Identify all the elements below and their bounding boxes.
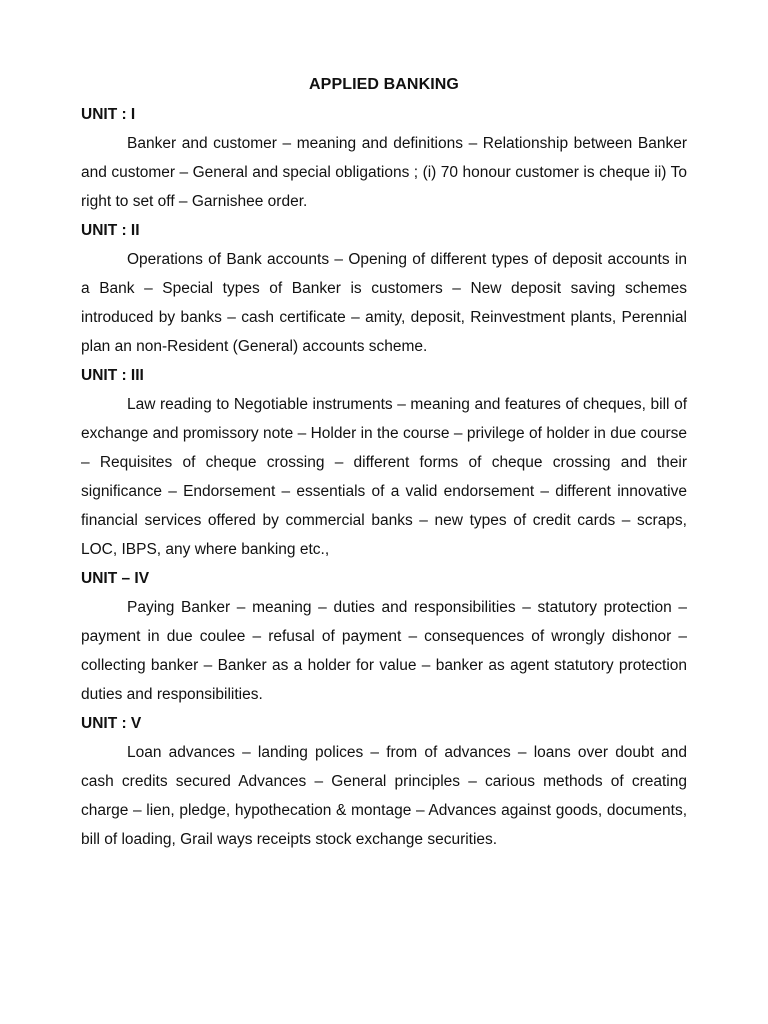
unit-2-heading: UNIT : II — [81, 222, 140, 239]
unit-3-body: Law reading to Negotiable instruments – meaning and features of cheques, bill of exchange and promissory note – Holder in the course – privilege of holder in due course – Requisites of cheque crossing – different forms of cheque crossing and their significance – Endorsement – essentials of a valid endorsement – different innovative financial services offered by commercial banks – new types of credit cards – scraps, LOC, IBPS, any where banking etc., — [81, 396, 687, 558]
unit-3-heading: UNIT : III — [81, 367, 144, 384]
unit-5-heading: UNIT : V — [81, 715, 142, 732]
document-title: APPLIED BANKING — [309, 76, 459, 93]
unit-4-section — [81, 564, 687, 709]
unit-4-body: Paying Banker – meaning – duties and responsibilities – statutory protection – payment in due coulee – refusal of payment – consequences of wrongly dishonor – collecting banker – Banker as a holder for value – banker as agent statutory protection duties and responsibilities. — [81, 599, 687, 703]
unit-1-section — [81, 100, 687, 216]
unit-2-section — [81, 216, 687, 361]
unit-5-body: Loan advances – landing polices – from of advances – loans over doubt and cash credits secured Advances – General principles – carious methods of creating charge – lien, pledge, hypothecation & montage – Advances against goods, documents, bill of loading, Grail ways receipts stock exchange securities. — [81, 744, 687, 848]
unit-2-body: Operations of Bank accounts – Opening of different types of deposit accounts in a Bank – Special types of Banker is customers – New deposit saving schemes introduced by banks – cash certificate – amity, deposit, Reinvestment plants, Perennial plan an non-Resident (General) accounts scheme. — [81, 251, 687, 355]
unit-1-heading: UNIT : I — [81, 106, 136, 123]
document-page — [81, 70, 687, 854]
unit-1-body: Banker and customer – meaning and definitions – Relationship between Banker and customer – General and special obligations ; (i) 70 honour customer is cheque ii) To right to set off – Garnishee order. — [81, 135, 687, 210]
unit-4-heading: UNIT – IV — [81, 570, 150, 587]
unit-3-section — [81, 361, 687, 564]
unit-5-section — [81, 709, 687, 854]
